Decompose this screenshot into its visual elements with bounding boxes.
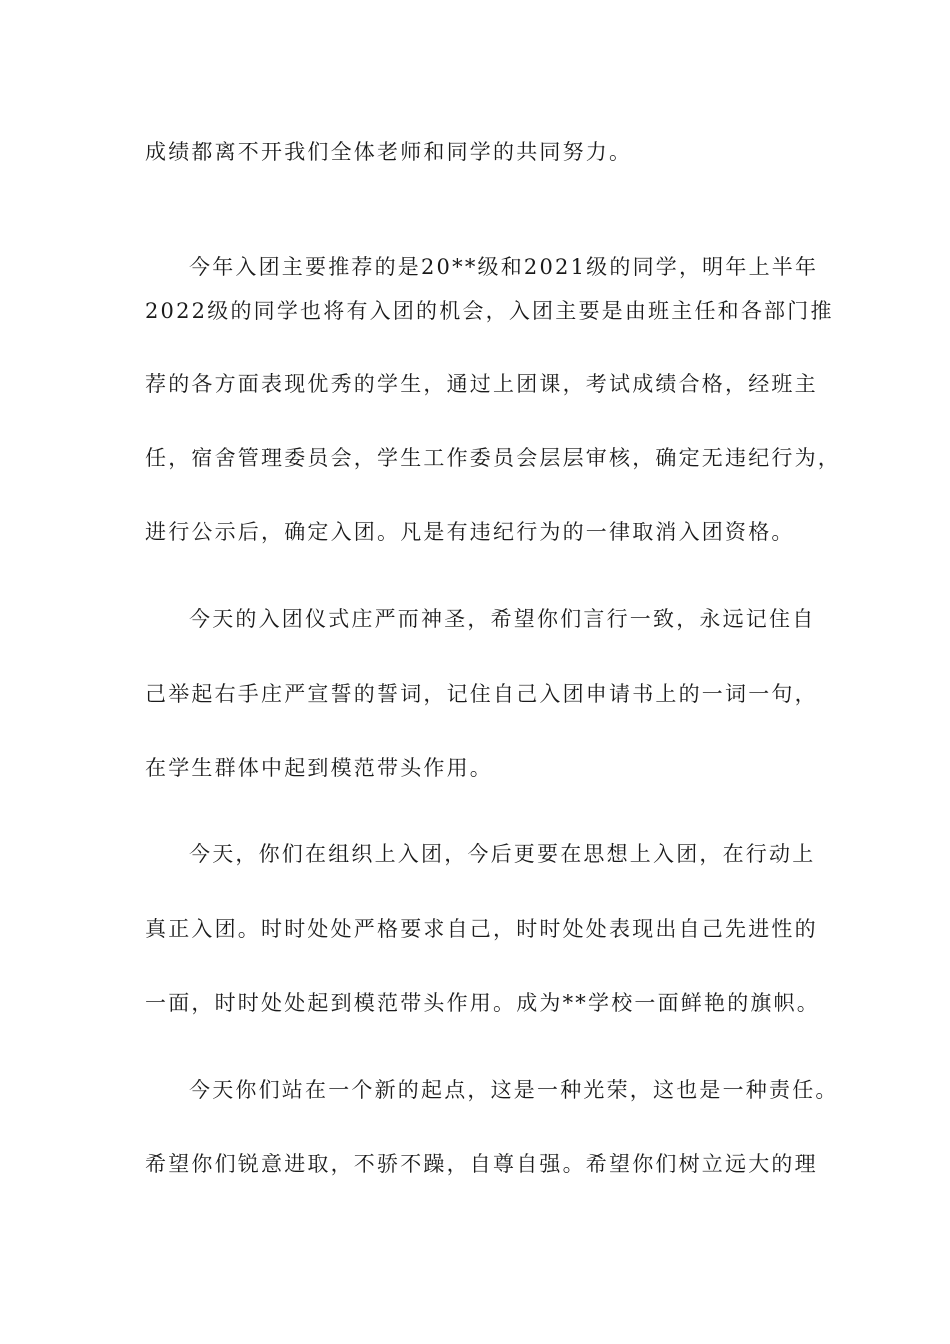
text-line: 一面，时时处处起到模范带头作用。成为**学校一面鲜艳的旗帜。: [145, 991, 820, 1015]
text-line: 今年入团主要推荐的是20**级和2021级的同学，明年上半年: [189, 255, 819, 279]
text-line: 荐的各方面表现优秀的学生，通过上团课，考试成绩合格，经班主: [145, 372, 818, 396]
text-line: 希望你们锐意进取，不骄不躁，自尊自强。希望你们树立远大的理: [145, 1152, 818, 1176]
text-line: 今天你们站在一个新的起点，这是一种光荣，这也是一种责任。: [189, 1078, 839, 1102]
text-line: 任，宿舍管理委员会，学生工作委员会层层审核，确定无违纪行为，: [145, 446, 841, 470]
text-line: 己举起右手庄严宣誓的誓词，记住自己入团申请书上的一词一句，: [145, 682, 818, 706]
text-line: 在学生群体中起到模范带头作用。: [145, 756, 493, 780]
text-line: 成绩都离不开我们全体老师和同学的共同努力。: [145, 140, 633, 164]
text-line: 进行公示后，确定入团。凡是有违纪行为的一律取消入团资格。: [145, 520, 795, 544]
text-line: 今天的入团仪式庄严而神圣，希望你们言行一致，永远记住自: [189, 607, 816, 631]
text-line: 真正入团。时时处处严格要求自己，时时处处表现出自己先进性的: [145, 917, 818, 941]
text-line: 今天，你们在组织上入团，今后更要在思想上入团，在行动上: [189, 842, 816, 866]
text-line: 2022级的同学也将有入团的机会，入团主要是由班主任和各部门推: [145, 299, 834, 323]
